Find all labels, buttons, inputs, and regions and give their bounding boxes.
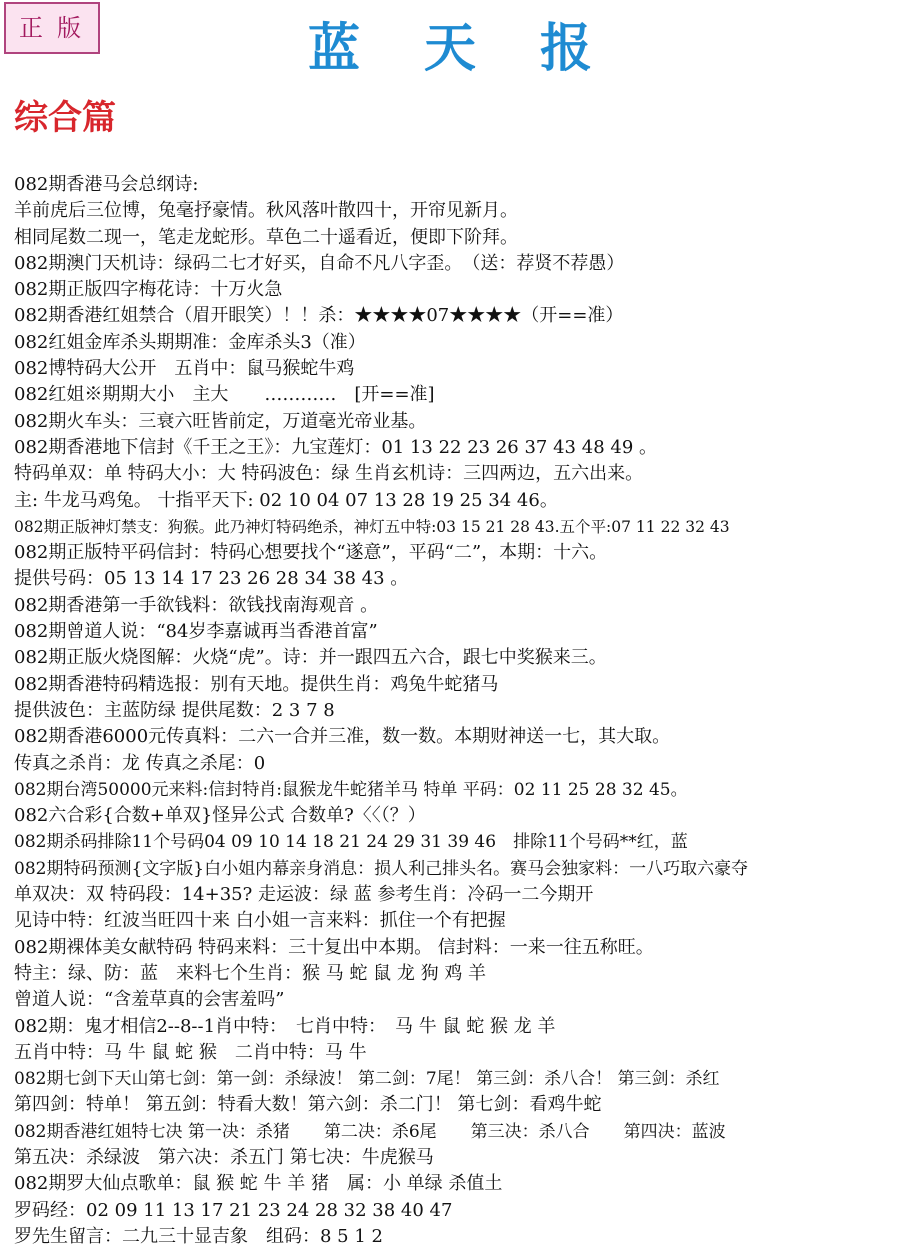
text-line: 082期正版火烧图解：火烧“虎”。诗：并一跟四五六合，跟七中奖猴来三。 <box>14 647 607 669</box>
text-line: 见诗中特：红波当旺四十来 白小姐一言来料：抓住一个有把握 <box>14 910 506 932</box>
text-line: 082期香港特码精选报：别有天地。提供生肖：鸡兔牛蛇猪马 <box>14 673 499 695</box>
text-line: 五肖中特：马 牛 鼠 蛇 猴 二肖中特：马 牛 <box>14 1041 367 1063</box>
text-line: 082期特码预测{文字版}白小姐内幕亲身消息：损人利己排头名。赛马会独家料：一八巧取六豪夺 <box>14 858 749 879</box>
text-line: 082红姐金库杀头期期准：金库杀头3（准） <box>14 331 366 353</box>
newspaper-masthead: 蓝天报 <box>307 18 656 79</box>
text-line: 082期杀码排除11个号码04 09 10 14 18 21 24 29 31 39 46 排除11个号码**红，蓝 <box>14 832 688 853</box>
text-line: 082期七剑下天山第七剑：第一剑：杀绿波！ 第二剑：7尾！ 第三剑：杀八合！ 第三剑：杀红 <box>14 1069 720 1090</box>
text-line: 082红姐※期期大小 主大 ………… [开==准] <box>14 384 435 406</box>
text-line: 082期：鬼才相信2--8--1肖中特： 七肖中特： 马 牛 鼠 蛇 猴 龙 羊 <box>14 1015 556 1037</box>
section-title: 综合篇 <box>14 98 116 138</box>
article-body <box>14 172 900 1250</box>
text-line: 082期香港第一手欲钱料：欲钱找南海观音 。 <box>14 594 379 616</box>
text-line: 第四剑：特单！ 第五剑：特看大数！第六剑：杀二门！ 第七剑：看鸡牛蛇 <box>14 1094 602 1116</box>
text-line: 单双决：双 特码段：14+35? 走运波：绿 蓝 参考生肖：冷码一二今期开 <box>14 884 594 906</box>
genuine-edition-badge: 正版 <box>4 2 100 54</box>
text-line: 相同尾数二现一，笔走龙蛇形。草色二十遥看近，便即下阶拜。 <box>14 226 518 248</box>
text-line: 082期裸体美女献特码 特码来料：三十复出中本期。 信封料：一来一往五称旺。 <box>14 936 654 958</box>
text-line: 第五决：杀绿波 第六决：杀五门 第七决：牛虎猴马 <box>14 1146 434 1168</box>
text-line: 罗先生留言：二九三十显吉象 组码：8 5 1 2 <box>14 1225 383 1247</box>
text-line: 082期台湾50000元来料:信封特肖:鼠猴龙牛蛇猪羊马 特单 平码：02 11 25 28 32 45。 <box>14 779 688 800</box>
text-line: 082期正版特平码信封：特码心想要找个“遂意”，平码“二”，本期：十六。 <box>14 542 608 564</box>
text-line: 082期曾道人说：“84岁李嘉诚再当香港首富” <box>14 621 378 643</box>
text-line: 082期香港马会总纲诗: <box>14 174 199 195</box>
text-line: 082期澳门天机诗：绿码二七才好买，自命不凡八字歪。 （送：荐贤不荐愚） <box>14 252 625 274</box>
text-line: 082博特码大公开 五肖中：鼠马猴蛇牛鸡 <box>14 358 355 380</box>
text-line: 特码单双：单 特码大小：大 特码波色：绿 生肖玄机诗：三四两边，五六出来。 <box>14 463 644 485</box>
text-line: 082期香港地下信封《千王之王》：九宝莲灯：01 13 22 23 26 37 43 48 49 。 <box>14 436 657 458</box>
text-line: 传真之杀肖：龙 传真之杀尾：0 <box>14 752 266 774</box>
text-line: 羊前虎后三位博，兔毫抒豪情。秋风落叶散四十，开帘见新月。 <box>14 200 518 222</box>
text-line: 特主：绿、防：蓝 来料七个生肖：猴 马 蛇 鼠 龙 狗 鸡 羊 <box>14 962 487 984</box>
text-line: 主: 牛龙马鸡兔。 十指平天下: 02 10 04 07 13 28 19 25 34 46。 <box>14 489 558 511</box>
text-line: 082期香港6000元传真料：二六一合并三准，数一数。本期财神送一七，其大取。 <box>14 726 671 748</box>
text-line: 罗码经：02 09 11 13 17 21 23 24 28 32 38 40 47 <box>14 1199 453 1221</box>
text-line: 082期香港红姐特七决 第一决：杀猪 第二决：杀6尾 第三决：杀八合 第四决：蓝波 <box>14 1121 726 1142</box>
text-line: 曾道人说：“含羞草真的会害羞吗” <box>14 989 285 1011</box>
text-line: 082期正版神灯禁支：狗猴。此乃神灯特码绝杀，神灯五中特:03 15 21 28 43.五个平:07 11 22 32 43 <box>14 517 730 536</box>
text-line: 提供号码：05 13 14 17 23 26 28 34 38 43 。 <box>14 568 409 590</box>
text-line: 提供波色：主蓝防绿 提供尾数：2 3 7 8 <box>14 699 335 721</box>
text-line: 082期罗大仙点歌单：鼠 猴 蛇 牛 羊 猪 属：小 单绿 杀值土 <box>14 1173 503 1195</box>
text-line: 082期正版四字梅花诗：十万火急 <box>14 279 283 301</box>
text-line: 082期香港红姐禁合（眉开眼笑）！！杀：★★★★07★★★★（开==准） <box>14 305 624 327</box>
text-line: 082六合彩{合数+单双}怪异公式 合数单?〈〈（？） <box>14 805 426 827</box>
text-line: 082期火车头：三衰六旺皆前定，万道毫光帝业基。 <box>14 410 427 432</box>
